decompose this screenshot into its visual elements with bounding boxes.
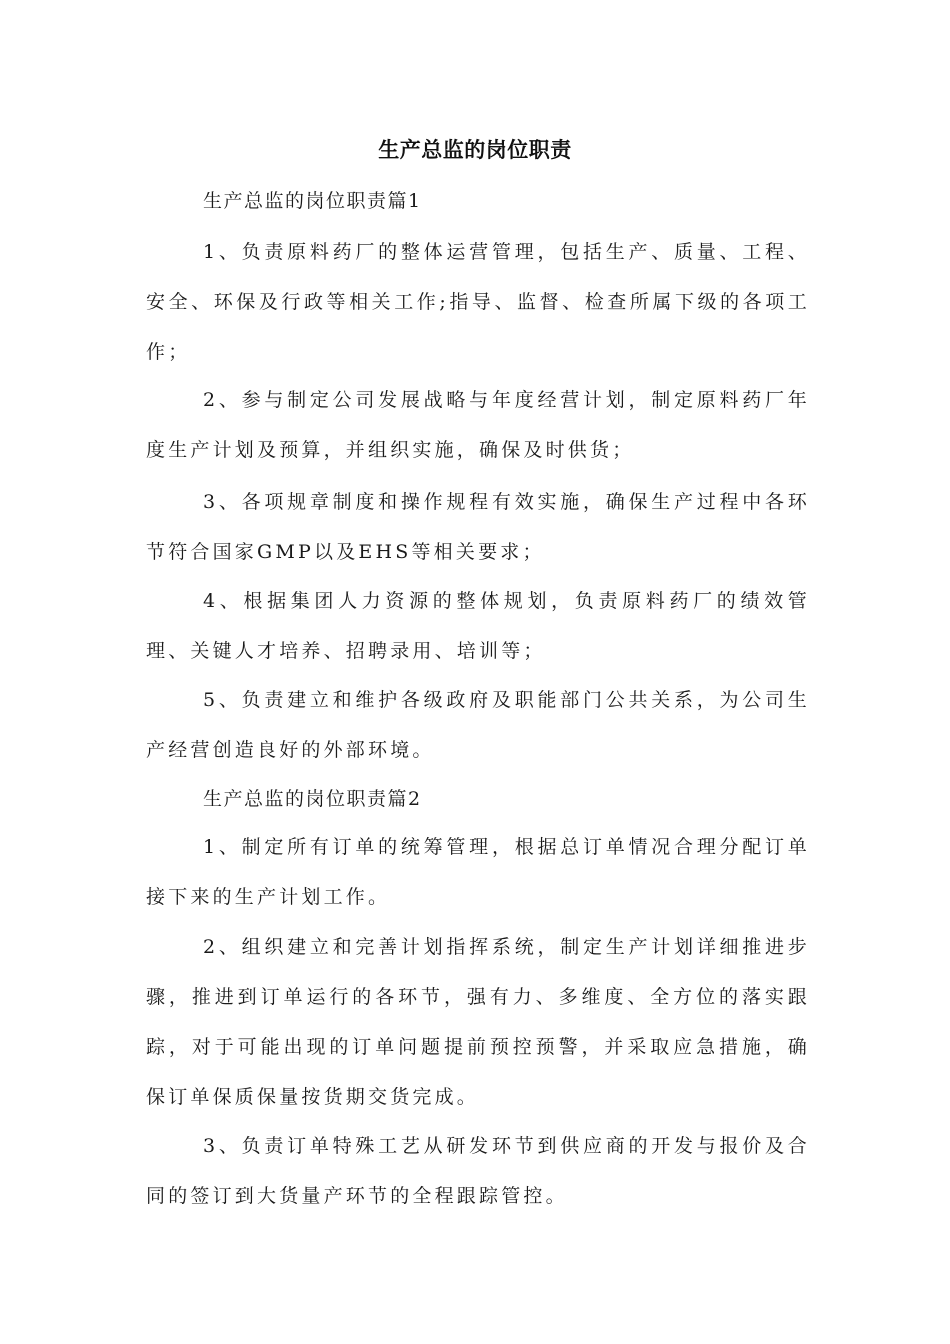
section-heading-2: 生产总监的岗位职责篇2 xyxy=(203,788,422,810)
paragraph-1-5: 5、负责建立和维护各级政府及职能部门公共关系，为公司生产经营创造良好的外部环境。 xyxy=(146,689,810,761)
paragraph-1-1: 1、负责原料药厂的整体运营管理，包括生产、质量、工程、安全、环保及行政等相关工作;指导、监督、检查所属下级的各项工作； xyxy=(146,241,810,363)
paragraph-2-3: 3、负责订单特殊工艺从研发环节到供应商的开发与报价及合同的签订到大货量产环节的全程跟踪管控。 xyxy=(146,1135,810,1207)
section-heading-1: 生产总监的岗位职责篇1 xyxy=(203,190,422,212)
paragraph-1-2: 2、参与制定公司发展战略与年度经营计划，制定原料药厂年度生产计划及预算，并组织实施，确保及时供货； xyxy=(146,389,810,461)
document-title: 生产总监的岗位职责 xyxy=(378,138,572,162)
paragraph-2-1: 1、制定所有订单的统筹管理，根据总订单情况合理分配订单接下来的生产计划工作。 xyxy=(146,836,810,908)
paragraph-1-4: 4、根据集团人力资源的整体规划，负责原料药厂的绩效管理、关键人才培养、招聘录用、培训等； xyxy=(146,590,810,662)
paragraph-2-2: 2、组织建立和完善计划指挥系统，制定生产计划详细推进步骤，推进到订单运行的各环节，强有力、多维度、全方位的落实跟踪，对于可能出现的订单问题提前预控预警，并采取应急措施，确保订单保质保量按货期交货完成。 xyxy=(146,936,810,1108)
paragraph-1-3: 3、各项规章制度和操作规程有效实施，确保生产过程中各环节符合国家GMP以及EHS等相关要求； xyxy=(146,491,810,563)
